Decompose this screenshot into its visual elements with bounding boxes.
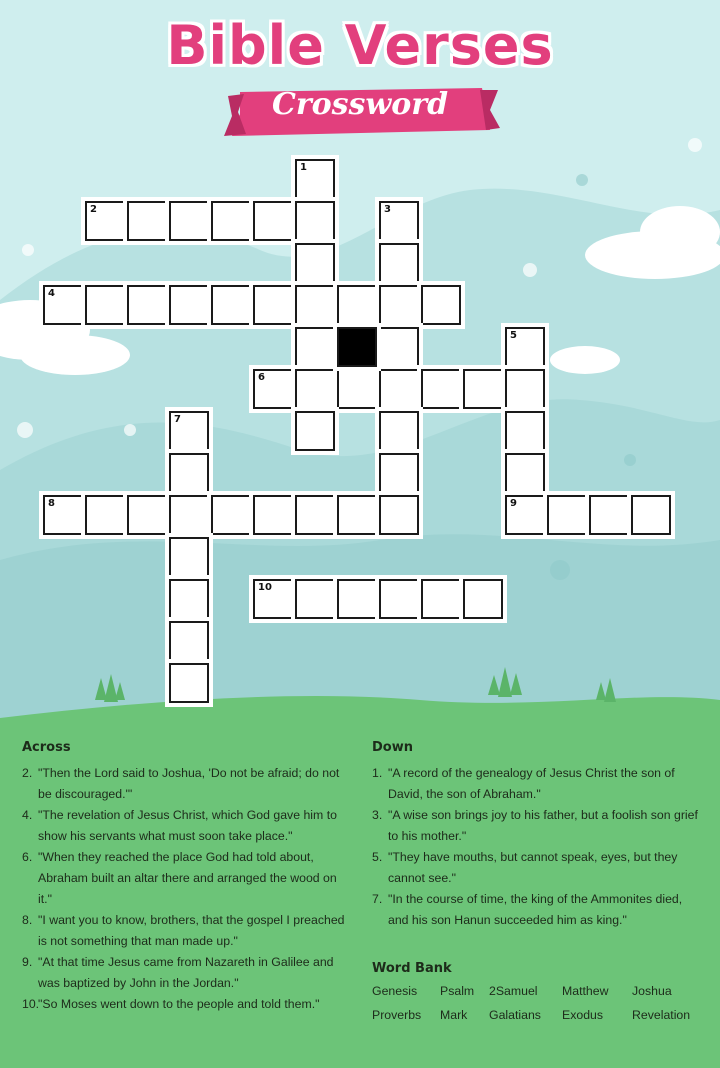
grid-cell[interactable] — [211, 201, 251, 241]
grid-cell[interactable] — [379, 201, 419, 241]
grid-cell[interactable] — [295, 243, 335, 283]
grid-cell[interactable] — [589, 495, 629, 535]
grid-cell[interactable] — [253, 495, 293, 535]
grid-cell[interactable] — [295, 327, 335, 367]
grid-cell[interactable] — [169, 411, 209, 451]
grid-cell[interactable] — [85, 285, 125, 325]
word-bank-word: Revelation — [632, 1008, 691, 1022]
clue-text: "In the course of time, the king of the Ammonites died, and his son Hanun succeeded him as king." — [388, 892, 683, 927]
clue-number: 3. — [372, 808, 383, 822]
word-bank-word: Psalm — [440, 984, 475, 998]
clue-number: 10. — [22, 997, 40, 1011]
grid-cell[interactable] — [295, 369, 335, 409]
grid-cell[interactable] — [379, 243, 419, 283]
clue-text: "Then the Lord said to Joshua, 'Do not be afraid; do not be discouraged.'" — [38, 766, 340, 801]
grid-cell[interactable] — [379, 411, 419, 451]
grid-cell[interactable] — [127, 285, 167, 325]
word-bank-word: Proverbs — [372, 1008, 422, 1022]
grid-cell[interactable] — [337, 495, 377, 535]
grid-cell[interactable] — [169, 537, 209, 577]
grid-cell[interactable] — [463, 369, 503, 409]
grid-cell[interactable] — [421, 579, 461, 619]
page-title: Bible Verses — [166, 14, 554, 77]
word-bank-heading: Word Bank — [372, 961, 452, 976]
clue-number: 9 — [510, 498, 517, 509]
grid-cell[interactable] — [295, 579, 335, 619]
grid-cell[interactable] — [295, 411, 335, 451]
grid-cell[interactable] — [379, 453, 419, 493]
grid-cell[interactable] — [295, 159, 335, 199]
clue-number: 7 — [174, 414, 181, 425]
grid-cell[interactable] — [169, 201, 209, 241]
clue-number: 6 — [258, 372, 265, 383]
down-clue — [372, 847, 702, 889]
clue-number: 2. — [22, 766, 33, 780]
grid-cell[interactable] — [505, 369, 545, 409]
clue-number: 5. — [372, 850, 383, 864]
word-bank-word: Matthew — [562, 984, 609, 998]
grid-cell[interactable] — [337, 369, 377, 409]
down-heading: Down — [372, 740, 413, 755]
clue-number: 8. — [22, 913, 33, 927]
grid-cell[interactable] — [379, 579, 419, 619]
clue-number: 10 — [258, 582, 272, 593]
across-clue — [22, 994, 352, 1015]
down-clue — [372, 889, 702, 931]
grid-cell[interactable] — [169, 621, 209, 661]
clue-text: "The revelation of Jesus Christ, which God gave him to show his servants what must soon take place." — [38, 808, 337, 843]
clue-text: "A record of the genealogy of Jesus Christ the son of David, the son of Abraham." — [388, 766, 675, 801]
word-bank-word: Genesis — [372, 984, 418, 998]
grid-cell[interactable] — [253, 201, 293, 241]
grid-cell[interactable] — [169, 285, 209, 325]
across-clue — [22, 763, 352, 805]
grid-cell[interactable] — [211, 495, 251, 535]
down-clue-list — [372, 763, 702, 931]
clue-number: 4 — [48, 288, 55, 299]
word-bank-word: Exodus — [562, 1008, 604, 1022]
clue-number: 3 — [384, 204, 391, 215]
grid-cell[interactable] — [169, 453, 209, 493]
grid-cell[interactable] — [169, 579, 209, 619]
clue-number: 8 — [48, 498, 55, 509]
grid-cell[interactable] — [211, 285, 251, 325]
clue-text: "At that time Jesus came from Nazareth in Galilee and was baptized by John in the Jordan." — [38, 955, 334, 990]
grid-cell[interactable] — [379, 327, 419, 367]
clue-number: 4. — [22, 808, 33, 822]
grid-cell[interactable] — [505, 453, 545, 493]
across-clue — [22, 805, 352, 847]
across-clue-list — [22, 763, 352, 1015]
grid-cell[interactable] — [547, 495, 587, 535]
clue-number: 7. — [372, 892, 383, 906]
grid-cell[interactable] — [505, 495, 545, 535]
grid-cell[interactable] — [169, 663, 209, 703]
grid-cell[interactable] — [169, 495, 209, 535]
grid-cell[interactable] — [253, 579, 293, 619]
clue-number: 9. — [22, 955, 33, 969]
across-clue — [22, 910, 352, 952]
grid-cell[interactable] — [463, 579, 503, 619]
grid-cell[interactable] — [631, 495, 671, 535]
across-clue — [22, 952, 352, 994]
across-heading: Across — [22, 740, 71, 755]
grid-cell[interactable] — [337, 285, 377, 325]
clue-number: 1 — [300, 162, 307, 173]
clue-text: "They have mouths, but cannot speak, eyes, but they cannot see." — [388, 850, 678, 885]
grid-cell[interactable] — [295, 201, 335, 241]
clue-number: 2 — [90, 204, 97, 215]
grid-cell[interactable] — [253, 285, 293, 325]
grid-cell[interactable] — [379, 369, 419, 409]
word-bank-word: 2Samuel — [489, 984, 538, 998]
word-bank-word: Joshua — [632, 984, 672, 998]
grid-cell[interactable] — [253, 369, 293, 409]
clue-number: 6. — [22, 850, 33, 864]
grid-cell[interactable] — [43, 285, 83, 325]
clue-number: 5 — [510, 330, 517, 341]
grid-cell[interactable] — [127, 201, 167, 241]
clue-text: "When they reached the place God had told about, Abraham built an altar there and arranged the wood on it." — [38, 850, 337, 906]
grid-cell[interactable] — [43, 495, 83, 535]
down-clue — [372, 805, 702, 847]
grid-cell[interactable] — [337, 579, 377, 619]
grid-cell[interactable] — [379, 495, 419, 535]
clue-number: 1. — [372, 766, 383, 780]
across-clue — [22, 847, 352, 910]
grid-cell[interactable] — [421, 369, 461, 409]
grid-cell[interactable] — [421, 285, 461, 325]
grid-cell-blocked — [337, 327, 377, 367]
grid-cell[interactable] — [295, 285, 335, 325]
word-bank-word: Mark — [440, 1008, 468, 1022]
grid-cell[interactable] — [127, 495, 167, 535]
word-bank-word: Galatians — [489, 1008, 541, 1022]
grid-cell[interactable] — [379, 285, 419, 325]
clue-text: "A wise son brings joy to his father, but a foolish son grief to his mother." — [388, 808, 698, 843]
clue-text: "I want you to know, brothers, that the gospel I preached is not something that man made up." — [38, 913, 345, 948]
grid-cell[interactable] — [295, 495, 335, 535]
clue-text: "So Moses went down to the people and told them." — [38, 997, 320, 1011]
page-subtitle: Crossword — [271, 87, 449, 122]
grid-cell[interactable] — [85, 495, 125, 535]
grid-cell[interactable] — [505, 327, 545, 367]
grid-cell[interactable] — [505, 411, 545, 451]
down-clue — [372, 763, 702, 805]
grid-cell[interactable] — [85, 201, 125, 241]
